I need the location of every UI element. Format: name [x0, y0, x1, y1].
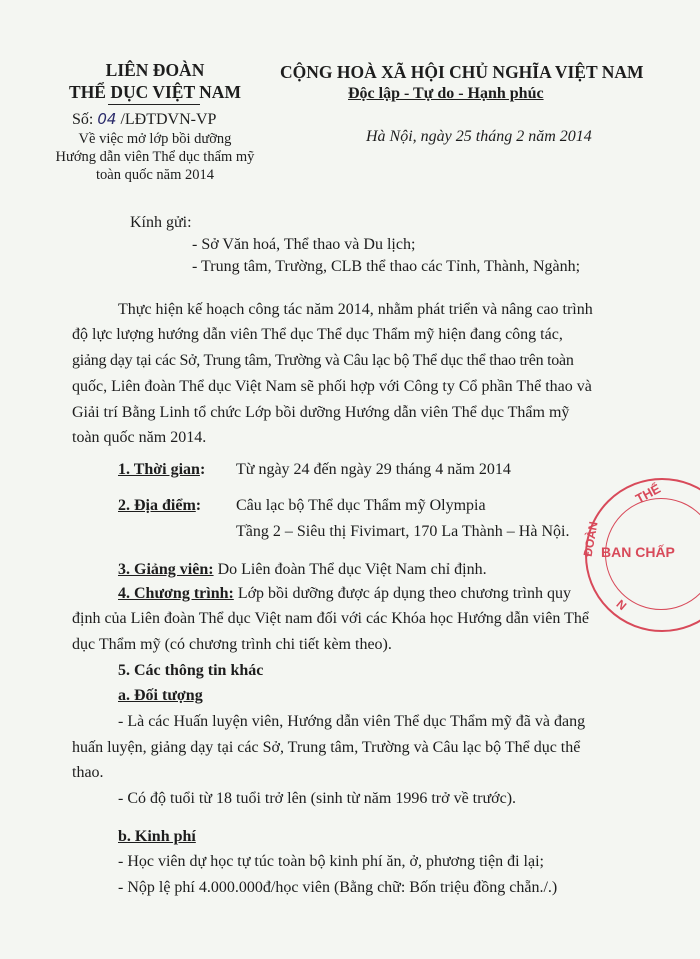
place-label: 2. Địa điểm:: [118, 497, 202, 514]
program-line2: định của Liên đoàn Thể dục Việt nam đối với các Khóa học Hướng dẫn viên Thể: [72, 610, 589, 627]
lecturer-label: 3. Giảng viên:: [118, 561, 214, 578]
subject-line1: Về việc mở lớp bồi dưỡng: [78, 131, 232, 147]
time-label: 1. Thời gian:: [118, 461, 206, 478]
stamp-text-bottom: N: [613, 596, 630, 614]
intro-line: độ lực lượng hướng dẫn viên Thể dục Thể dục Thẩm mỹ hiện đang công tác,: [72, 326, 563, 343]
org-name-line2: THỂ DỤC VIỆT NAM: [69, 82, 241, 102]
place-line1: Câu lạc bộ Thể dục Thẩm mỹ Olympia: [236, 497, 486, 514]
fee-heading: b. Kinh phí: [118, 828, 196, 845]
recipients-label: Kính gửi:: [130, 214, 192, 231]
intro-line: Giải trí Bằng Linh tổ chức Lớp bồi dưỡng Hướng dẫn viên Thể dục Thẩm mỹ: [72, 404, 570, 421]
program-line3: dục Thẩm mỹ (có chương trình chi tiết kèm theo).: [72, 636, 392, 653]
target-line4: - Có độ tuổi từ 18 tuổi trở lên (sinh từ năm 1996 trở về trước).: [118, 790, 517, 807]
stamp-text-left: ĐOÀN: [580, 520, 601, 558]
time-value: Từ ngày 24 đến ngày 29 tháng 4 năm 2014: [236, 461, 511, 478]
program-text: Lớp bồi dưỡng được áp dụng theo chương trình quy: [233, 585, 571, 602]
stamp-text-top: THỂ: [633, 480, 663, 507]
time-label-text: 1. Thời gian: [118, 461, 200, 478]
org-name-line1: LIÊN ĐOÀN: [105, 60, 205, 80]
org-underline: [108, 104, 200, 105]
subject-line3: toàn quốc năm 2014: [96, 167, 214, 183]
place-label-text: 2. Địa điểm: [118, 497, 196, 514]
subject-line2: Hướng dẫn viên Thể dục thẩm mỹ: [55, 149, 255, 165]
number-prefix: Số:: [72, 111, 94, 128]
target-heading: a. Đối tượng: [118, 687, 203, 704]
lecturer-line: [118, 561, 487, 579]
recipient-item: - Sở Văn hoá, Thể thao và Du lịch;: [192, 236, 416, 253]
official-stamp: [580, 478, 700, 632]
intro-line: Thực hiện kế hoạch công tác năm 2014, nhằm phát triển và nâng cao trình: [118, 301, 593, 318]
place-line2: Tầng 2 – Siêu thị Fivimart, 170 La Thành – Hà Nội.: [236, 523, 570, 540]
number-suffix: /LĐTDVN-VP: [120, 111, 217, 128]
handwritten-number: 04: [97, 110, 117, 128]
intro-line: toàn quốc năm 2014.: [72, 429, 207, 446]
target-line3: thao.: [72, 764, 104, 781]
target-line2: huấn luyện, giảng dạy tại các Sở, Trung tâm, Trường và Câu lạc bộ Thể dục thể: [72, 739, 581, 756]
stamp-text-center: BAN CHẤP: [601, 544, 675, 560]
program-line1: [118, 585, 571, 603]
recipient-item: - Trung tâm, Trường, CLB thể thao các Tỉnh, Thành, Ngành;: [192, 258, 581, 275]
nation-title: CỘNG HOÀ XÃ HỘI CHỦ NGHĨA VIỆT NAM: [280, 62, 644, 82]
intro-line: giảng dạy tại các Sở, Trung tâm, Trường và Câu lạc bộ Thể dục thể thao trên toàn: [72, 352, 574, 369]
national-motto: Độc lập - Tự do - Hạnh phúc: [348, 85, 544, 102]
lecturer-value: Do Liên đoàn Thể dục Việt Nam chỉ định.: [213, 561, 487, 578]
intro-line: quốc, Liên đoàn Thể dục Việt Nam sẽ phối hợp với Công ty Cổ phần Thể thao và: [72, 378, 592, 395]
target-line1: - Là các Huấn luyện viên, Hướng dẫn viên Thể dục Thẩm mỹ đã và đang: [118, 713, 586, 730]
fee-line1: - Học viên dự học tự túc toàn bộ kinh phí ăn, ở, phương tiện đi lại;: [118, 853, 544, 870]
program-label: 4. Chương trình:: [118, 585, 234, 602]
other-info-heading: 5. Các thông tin khác: [118, 662, 264, 679]
document-number: [72, 110, 216, 129]
fee-line2: - Nộp lệ phí 4.000.000đ/học viên (Bằng chữ: Bốn triệu đồng chẵn./.): [118, 879, 558, 896]
document-date: Hà Nội, ngày 25 tháng 2 năm 2014: [366, 128, 592, 145]
